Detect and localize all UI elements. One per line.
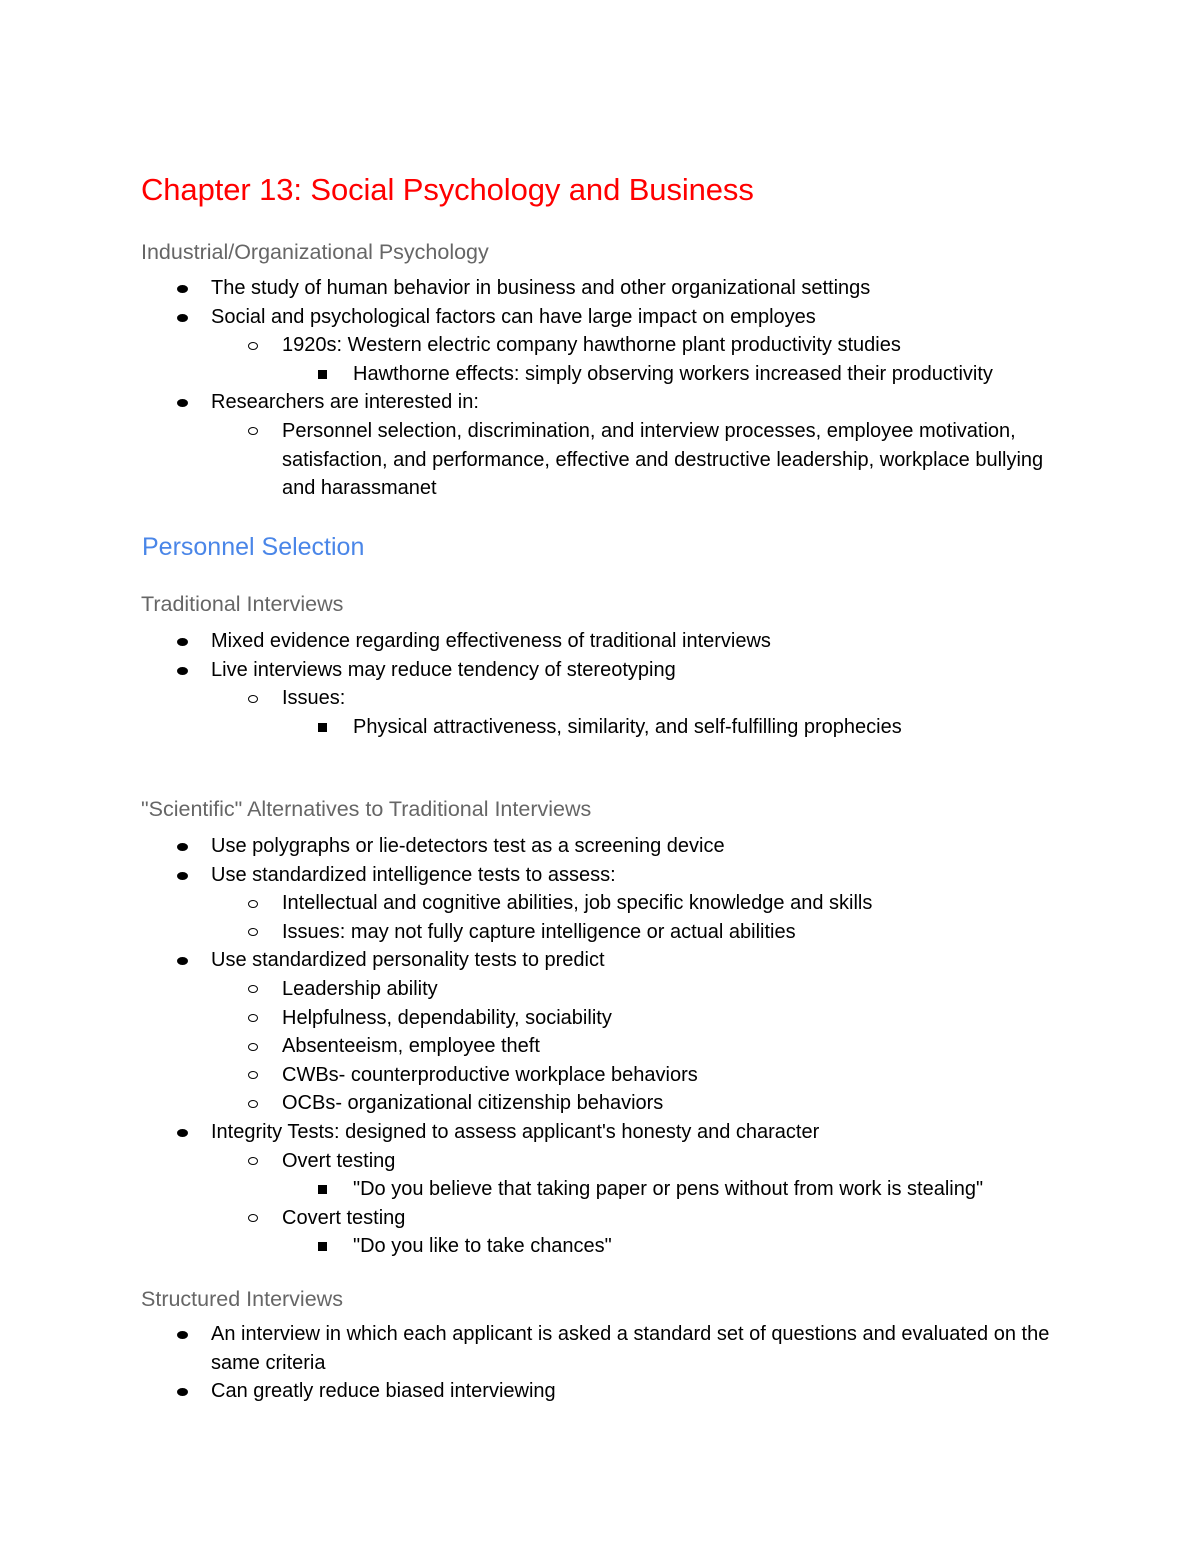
scientific-alternatives-heading: "Scientific" Alternatives to Traditional Interviews (141, 797, 592, 821)
list-item (0, 1147, 1200, 1204)
list-item (0, 1118, 1200, 1261)
bullet-disc-icon (177, 667, 188, 675)
bullet-disc-icon (177, 843, 188, 851)
list-item-text: 1920s: Western electric company hawthorne plant productivity studies (282, 334, 901, 357)
structured-interviews-list (0, 1320, 1200, 1406)
bullet-disc-icon (177, 314, 188, 322)
list-item-text: CWBs- counterproductive workplace behaviors (282, 1063, 698, 1086)
list-item (0, 684, 1200, 741)
page-title: Chapter 13: Social Psychology and Business (141, 172, 754, 207)
bullet-circle-icon (248, 1043, 258, 1051)
bullet-circle-icon (248, 1157, 258, 1165)
list-item-text: Use polygraphs or lie-detectors test as a screening device (211, 835, 725, 857)
list-item-text: Hawthorne effects: simply observing workers increased their productivity (353, 362, 993, 385)
bullet-circle-icon (248, 985, 258, 993)
list-item (0, 1061, 1200, 1090)
list-item (0, 627, 1200, 656)
list-item-text: "Do you like to take chances" (353, 1235, 612, 1258)
io-psych-heading: Industrial/Organizational Psychology (141, 240, 489, 264)
list-item (0, 388, 1200, 502)
list-item (0, 360, 1200, 389)
io-psych-list (0, 274, 1200, 503)
bullet-circle-icon (248, 427, 258, 435)
list-item (0, 1175, 1200, 1204)
list-item (0, 713, 1200, 742)
bullet-disc-icon (177, 285, 188, 293)
list-item (0, 1204, 1200, 1261)
bullet-disc-icon (177, 399, 188, 407)
bullet-disc-icon (177, 1388, 188, 1396)
list-item (0, 889, 1200, 918)
list-item (0, 1032, 1200, 1061)
bullet-circle-icon (248, 1100, 258, 1108)
list-item-text: Absenteeism, employee theft (282, 1035, 540, 1058)
bullet-circle-icon (248, 695, 258, 703)
bullet-circle-icon (248, 342, 258, 350)
list-item (0, 1377, 1200, 1406)
bullet-circle-icon (248, 1071, 258, 1079)
list-item (0, 331, 1200, 388)
bullet-disc-icon (177, 638, 188, 646)
list-item-text: Physical attractiveness, similarity, and self-fulfilling prophecies (353, 715, 902, 738)
bullet-square-icon (318, 370, 327, 379)
scientific-alternatives-list (0, 832, 1200, 1261)
list-item-text: Issues: (282, 687, 346, 710)
bullet-disc-icon (177, 872, 188, 880)
list-item-text: Live interviews may reduce tendency of stereotyping (211, 658, 676, 681)
list-item (0, 1004, 1200, 1033)
bullet-circle-icon (248, 928, 258, 936)
list-item-text: Integrity Tests: designed to assess applicant's honesty and character (211, 1120, 820, 1143)
list-item-text: Leadership ability (282, 977, 438, 1000)
list-item (0, 975, 1200, 1004)
list-item-text: "Do you believe that taking paper or pens without from work is stealing" (353, 1178, 984, 1201)
bullet-disc-icon (177, 1129, 188, 1137)
bullet-square-icon (318, 723, 327, 732)
list-item-text: Issues: may not fully capture intelligence or actual abilities (282, 920, 796, 943)
list-item-text: Social and psychological factors can have large impact on employes (211, 305, 816, 328)
list-item-text: OCBs- organizational citizenship behaviors (282, 1092, 664, 1115)
bullet-square-icon (318, 1242, 327, 1251)
list-item (0, 1320, 1200, 1377)
list-item-text: Personnel selection, discrimination, and interview processes, employee motivation, satisfaction, and performance, effective and destructive leadership, workplace bullying and harassmanet (282, 419, 1044, 500)
list-item-text: Mixed evidence regarding effectiveness of traditional interviews (211, 630, 771, 652)
list-item (0, 918, 1200, 947)
list-item-text: An interview in which each applicant is asked a standard set of questions and evaluated on the same criteria (211, 1323, 1050, 1374)
list-item-text: Can greatly reduce biased interviewing (211, 1380, 556, 1403)
traditional-interviews-heading: Traditional Interviews (141, 592, 344, 616)
list-item-text: Overt testing (282, 1149, 396, 1172)
list-item (0, 1089, 1200, 1118)
traditional-interviews-list (0, 627, 1200, 741)
bullet-square-icon (318, 1185, 327, 1194)
list-item-text: Covert testing (282, 1206, 406, 1229)
list-item-text: Researchers are interested in: (211, 391, 479, 414)
list-item (0, 946, 1200, 1118)
list-item-text: Intellectual and cognitive abilities, job specific knowledge and skills (282, 892, 873, 915)
list-item-text: Use standardized personality tests to predict (211, 949, 605, 972)
bullet-disc-icon (177, 957, 188, 965)
list-item-text: The study of human behavior in business and other organizational settings (211, 277, 871, 299)
list-item (0, 861, 1200, 947)
bullet-circle-icon (248, 1214, 258, 1222)
section-heading-personnel-selection: Personnel Selection (142, 533, 365, 561)
list-item (0, 656, 1200, 742)
list-item (0, 303, 1200, 389)
bullet-circle-icon (248, 900, 258, 908)
list-item (0, 417, 1200, 503)
bullet-disc-icon (177, 1331, 188, 1339)
list-item (0, 1232, 1200, 1261)
list-item-text: Use standardized intelligence tests to assess: (211, 863, 616, 886)
bullet-circle-icon (248, 1014, 258, 1022)
list-item-text: Helpfulness, dependability, sociability (282, 1006, 612, 1029)
list-item (0, 832, 1200, 861)
structured-interviews-heading: Structured Interviews (141, 1287, 343, 1311)
list-item (0, 274, 1200, 303)
